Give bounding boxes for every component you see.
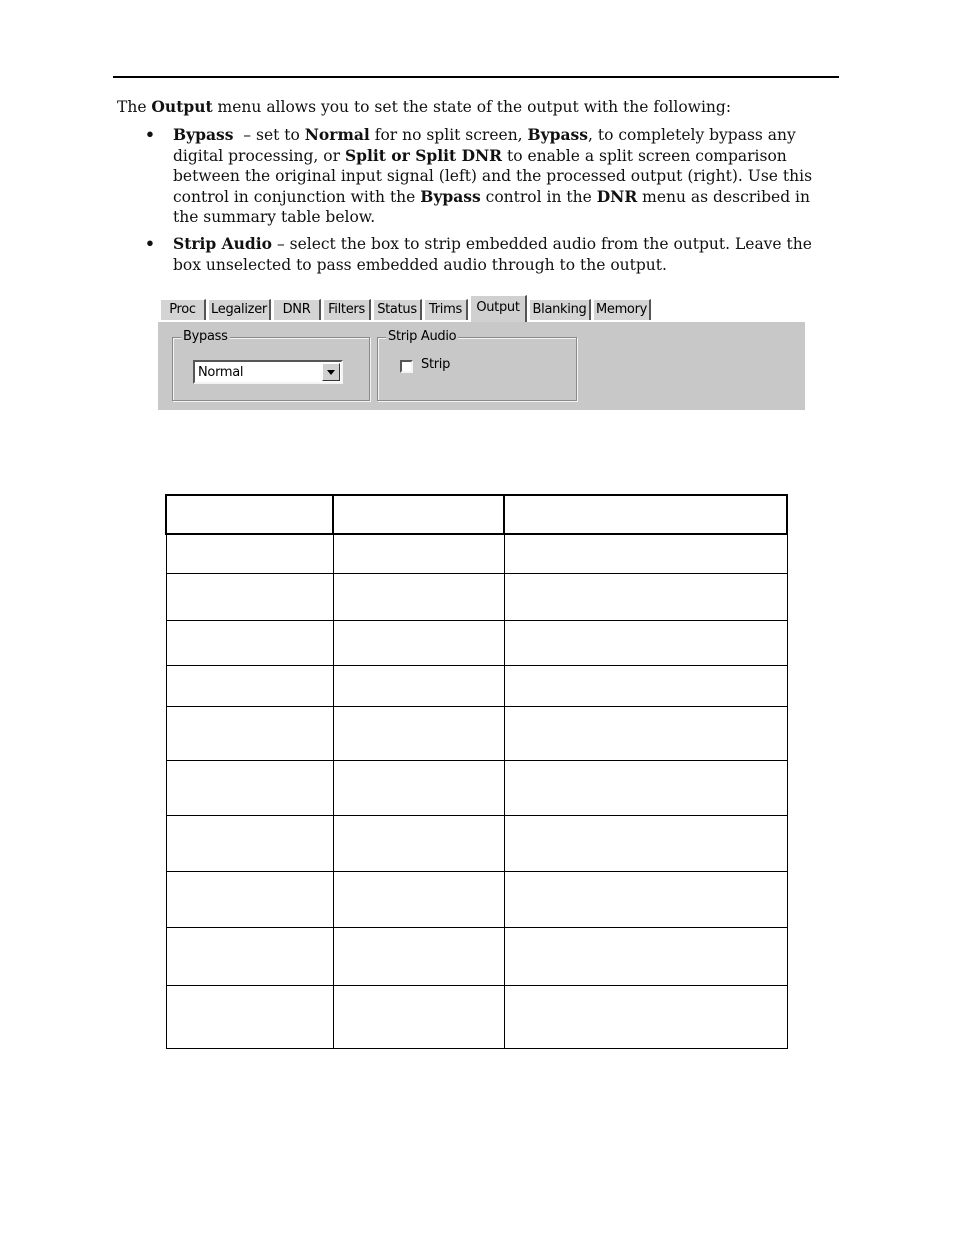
table-cell <box>333 927 504 985</box>
tab-blanking[interactable]: Blanking <box>529 299 591 320</box>
chevron-down-icon[interactable] <box>322 363 340 381</box>
table-row <box>166 534 787 573</box>
table-cell <box>333 665 504 706</box>
table-cell <box>166 760 333 815</box>
table-cell <box>504 871 787 927</box>
bypass-group <box>172 329 370 401</box>
menu-tabs <box>158 295 805 322</box>
table-cell <box>504 985 787 1048</box>
table-cell <box>504 665 787 706</box>
table-cell <box>333 620 504 665</box>
table-row <box>166 665 787 706</box>
table-header-cell <box>166 495 333 534</box>
strip-audio-group <box>377 329 577 401</box>
table-cell <box>504 927 787 985</box>
table-cell <box>166 534 333 573</box>
table-row <box>166 927 787 985</box>
table-row <box>166 760 787 815</box>
output-menu-panel <box>158 295 805 410</box>
table-cell <box>166 706 333 760</box>
table-header-cell <box>504 495 787 534</box>
tab-filters[interactable]: Filters <box>323 299 371 320</box>
table-row <box>166 573 787 620</box>
table-cell <box>333 815 504 871</box>
strip-checkbox[interactable] <box>400 360 413 373</box>
tab-trims[interactable]: Trims <box>424 299 468 320</box>
table-cell <box>333 534 504 573</box>
strip-checkbox-label[interactable]: Strip <box>421 357 451 372</box>
table-cell <box>504 534 787 573</box>
table-header-cell <box>333 495 504 534</box>
bypass-bullet: • Bypass – set to Normal for no split screen, Bypass, to completely bypass any digital processing, or Split or Split DNR to enable a split screen comparison between the original input signal (left) and the processed output (right). Use this control in conjunction with the Bypass control in the DNR menu as described in the summary table below. <box>145 125 813 227</box>
table-row <box>166 815 787 871</box>
bypass-select-value: Normal <box>198 365 244 380</box>
table-row <box>166 985 787 1048</box>
table-cell <box>333 706 504 760</box>
table-cell <box>504 815 787 871</box>
table-row <box>166 871 787 927</box>
table-cell <box>504 706 787 760</box>
table-cell <box>166 871 333 927</box>
tab-legalizer[interactable]: Legalizer <box>208 299 271 320</box>
tab-output[interactable]: Output <box>470 295 527 322</box>
table-row <box>166 706 787 760</box>
table-cell <box>504 573 787 620</box>
intro-paragraph: The Output menu allows you to set the state of the output with the following: <box>117 97 732 116</box>
bypass-group-label: Bypass <box>183 329 228 344</box>
table-cell <box>333 573 504 620</box>
table-cell <box>166 573 333 620</box>
table-cell <box>166 665 333 706</box>
table-header-row <box>166 495 787 534</box>
table-cell <box>333 760 504 815</box>
strip-audio-group-label: Strip Audio <box>388 329 457 344</box>
table-cell <box>333 871 504 927</box>
table-row <box>166 620 787 665</box>
bullet-icon: • <box>145 125 155 144</box>
tab-status[interactable]: Status <box>373 299 422 320</box>
table-cell <box>166 927 333 985</box>
table-cell <box>504 620 787 665</box>
table-cell <box>504 760 787 815</box>
strip-audio-bullet: • Strip Audio – select the box to strip embedded audio from the output. Leave the box unselected to pass embedded audio through to the output. <box>145 233 812 274</box>
bullet-icon: • <box>145 233 155 253</box>
tab-dnr[interactable]: DNR <box>273 299 321 320</box>
bypass-select[interactable] <box>193 360 343 384</box>
table-cell <box>166 815 333 871</box>
table-cell <box>166 620 333 665</box>
tab-body <box>158 321 805 410</box>
option-list <box>145 125 835 281</box>
tab-memory[interactable]: Memory <box>593 299 651 320</box>
table-cell <box>166 985 333 1048</box>
header-rule <box>113 76 839 78</box>
summary-table <box>165 494 788 1049</box>
table-cell <box>333 985 504 1048</box>
tab-proc[interactable]: Proc <box>160 299 206 320</box>
